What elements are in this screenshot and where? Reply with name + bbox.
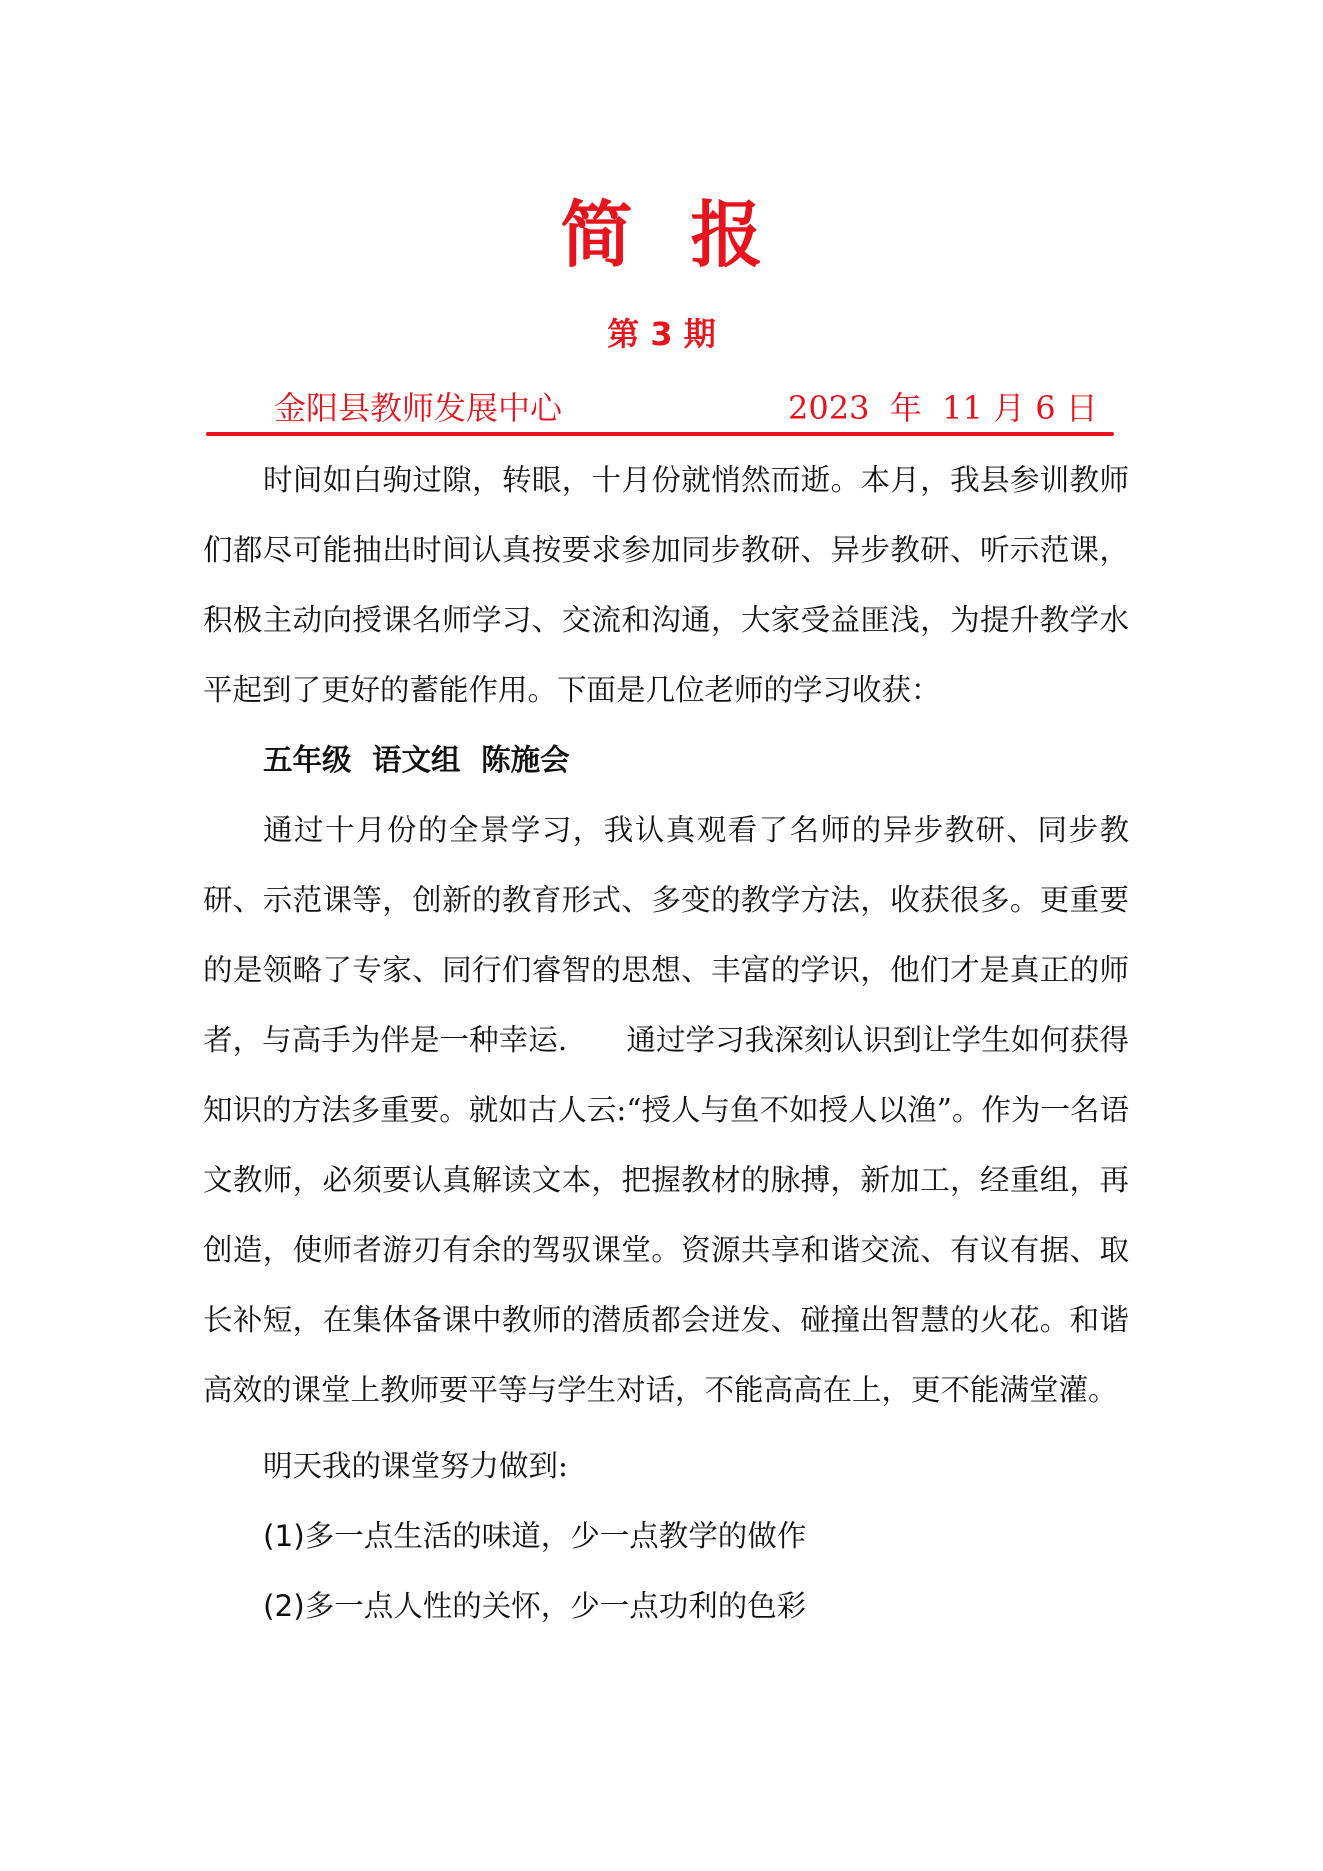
body-paragraph: 通过十月份的全景学习，我认真观看了名师的异步教研、同步教研、示范课等，创新的教育形式、多变的教学方法，收获很多。更重要的是领略了专家、同行们睿智的思想、丰富的学识，他们才是真正的师者，与高手为伴是一种幸运. 通过学习我深刻认识到让学生如何获得知识的方法多重要。就如古人云:“授人与鱼不如授人以渔”。作为一名语文教师，必须要认真解读文本，把握教材的脉搏，新加工，经重组，再创造，使师者游刃有余的驾驭课堂。资源共享和谐交流、有议有据、取长补短，在集体备课中教师的潜质都会迸发、碰撞出智慧的火花。和谐高效的课堂上教师要平等与学生对话，不能高高在上，更不能满堂灌。	[203, 813, 1129, 1407]
list-text: 多一点生活的味道，少一点教学的做作	[304, 1519, 807, 1553]
masthead	[0, 383, 1323, 433]
section-heading: 五年级 语文组 陈施会	[263, 742, 570, 777]
document-title: 简报	[560, 193, 821, 277]
article-body	[203, 445, 1129, 1641]
list-number: (1)	[263, 1519, 305, 1553]
plan-intro: 明天我的课堂努力做到:	[263, 1449, 568, 1483]
list-item	[203, 1571, 1129, 1641]
list-text: 多一点人性的关怀，少一点功利的色彩	[304, 1589, 807, 1623]
publication-date: 2023 年 11 月 6 日	[788, 389, 1098, 427]
organization-name: 金阳县教师发展中心	[274, 389, 563, 427]
list-number: (2)	[263, 1589, 305, 1623]
masthead-rule	[206, 432, 1114, 436]
intro-paragraph: 时间如白驹过隙，转眼，十月份就悄然而逝。本月，我县参训教师们都尽可能抽出时间认真按要求参加同步教研、异步教研、听示范课，积极主动向授课名师学习、交流和沟通，大家受益匪浅，为提升教学水平起到了更好的蓄能作用。下面是几位老师的学习收获：	[203, 463, 1129, 707]
issue-number: 第 3 期	[607, 315, 716, 353]
list-item	[203, 1501, 1129, 1571]
